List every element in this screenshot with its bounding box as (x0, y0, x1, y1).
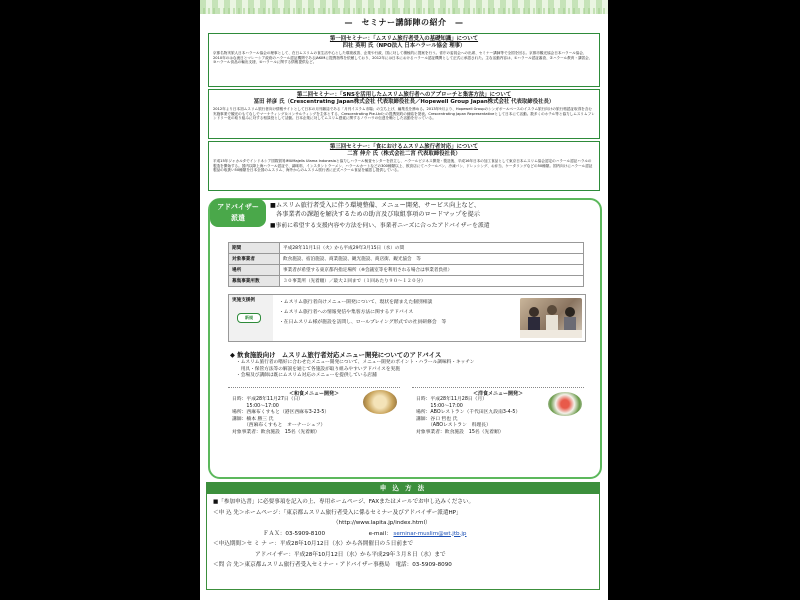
application-line: ＜申 込 先＞ホームページ：「東京都ムスリム旅行者受入に係るセミナー及びアドバイザー派遣HP」 (213, 509, 462, 516)
training-photo-figures (520, 298, 582, 338)
menu-line: 日時：平成28年11月28日（月） (416, 397, 488, 402)
fax-number: ＦＡＸ：03-5909-8100 (263, 530, 326, 537)
support-list (279, 298, 446, 328)
decorative-pattern (200, 8, 608, 14)
seminar-box-1 (208, 33, 600, 87)
list-item: ・ムスリム旅行者の嗜好に合わせたメニュー開発について、メニュー開発のポイント・ハラール調味料・キッチン (236, 360, 475, 365)
adviser-badge-line2: 派遣 (231, 214, 245, 222)
seminar-speaker: 二宮 伸介 氏（株式会社二宮 代表取締役社長） (347, 151, 461, 157)
table-row (229, 276, 584, 287)
menu-card-western (412, 387, 584, 468)
table-row (229, 265, 584, 276)
email-label: e-mail： (368, 530, 392, 537)
menu-line: 講師：楠本 勝三 氏 (232, 416, 274, 422)
table-row (229, 243, 584, 254)
flyer-page (200, 0, 608, 600)
adviser-badge (210, 199, 266, 227)
schedule-value: 事業者が希望する東京都内指定場所（※会議室等を利用される場合は事業者負担） (280, 265, 584, 276)
menu-line: （ABOレストラン 料理長） (416, 423, 491, 429)
menu-line: 講師：谷口 哲也 氏 (416, 416, 458, 422)
schedule-table (228, 242, 584, 287)
application-section (206, 482, 600, 592)
menu-line: 日時：平成28年11月27日（日） (232, 397, 304, 402)
schedule-label: 場所 (229, 265, 280, 276)
new-badge: 新規 (237, 313, 261, 323)
training-photo (520, 298, 582, 338)
schedule-label: 対象事業者 (229, 254, 280, 265)
schedule-value: 平成28年11月1日（火）から平成29年3月15日（水）の間 (280, 243, 584, 254)
seminar-box-2 (208, 89, 600, 139)
application-body (206, 494, 600, 590)
schedule-label: 期間 (229, 243, 280, 254)
menu-line: 場所：西麻布くすもと（港区西麻布3-23-5） (232, 410, 330, 416)
seminar-heading: 第三回セミナー：「食におけるムスリム旅行者対応」について (329, 144, 479, 150)
seminar-heading: 第二回セミナー：「SNSを活用したムスリム旅行者へのアプローチと集客方法」について (296, 92, 512, 98)
list-item: ・ムスリム旅行者への情報発信や集客方法に関するアドバイス (279, 310, 414, 315)
table-row (229, 254, 584, 265)
menu-line: 対象事業者：飲食施設 15名（先着順） (416, 429, 504, 435)
restaurant-title: ◆ 飲食施設向け ムスリム旅行者対応メニュー開発についてのアドバイス (230, 351, 442, 359)
seminar-box-3 (208, 141, 600, 191)
homepage-url[interactable]: （http://www.lapita.jp/index.html） (333, 520, 431, 526)
menu-line: 場所：ABOレストラン（千代田区九段南3-4-5） (416, 410, 521, 416)
dish-photo (363, 390, 397, 414)
application-line: ■「参加申込書」に必要事項を記入の上、専用ホームページ、FAXまたはメールでお申し込みください。 (213, 499, 475, 505)
application-line: アドバイザー：平成28年10月12日（水）から平成29年３月８日（水）まで (255, 551, 446, 558)
adviser-intro-line3: ■事前に希望する支援内容や方法を伺い、事業者ニーズに合ったアドバイザーを派遣 (270, 223, 490, 229)
schedule-label: 募集事業所数 (229, 276, 280, 287)
menu-title: ＜洋食メニュー開発＞ (472, 391, 523, 397)
menu-card-japanese (228, 387, 400, 468)
menu-line: 対象事業者：飲食施設 15名（先着順） (232, 429, 320, 435)
adviser-intro-line2: 各事業者の課題を解決するための助言及び取組事項のロードマップを提示 (276, 211, 480, 218)
menu-title: ＜和食メニュー開発＞ (288, 391, 339, 397)
schedule-value: 飲食施設、宿泊施設、商業施設、観光施設、商店街、観光協会 等 (280, 254, 584, 265)
application-line: ＜申込期間＞セ ミ ナ ー：平成28年10月12日（水）から各開催日の５日前まで (213, 541, 414, 547)
list-item: ・会場及び講師は既にムスリム対応のメニューを提供している店舗 (236, 373, 377, 378)
restaurant-body (236, 360, 588, 380)
seminar-body: 平成15年ジャカルタでインドネシア国際貿易IMUMajelis Ulama Indonesiaと協力しハラール検査センターを設立し、ハラールビジネス開発・製造後、平成16年日本の加工食品として東京日本ムスリム協会認定のハラール認証ハラルの製造を開始する。国内以降上海ハラール認証で、調味料、インスタントラーメン、ハラールカートなどの300種類以上、飲食店にてハラールパン、冷凍パン、ドレッシング、お弁当、ケータリングなどの50種類。国内向けにハラール認証製品の取扱い50種類を日本全国のムスリム、海外からのムスリム旅行者に正式ハラール食品を確認し提供している。 (213, 159, 593, 173)
adviser-intro-line1: ■ムスリム旅行者受入に伴う環境整備、メニュー開発、サービス向上など、 (270, 202, 481, 209)
dish-photo (548, 392, 582, 416)
adviser-badge-line1: アドバイザー (217, 203, 259, 211)
application-header: 申 込 方 法 (206, 482, 600, 494)
menu-line: 15:00～17:00 (416, 403, 463, 409)
seminar-body: 京都名物実旅人日本ハラール協会の理事として、在日ムスリムの食生活中心とした環境改善、企業や行政、国に対して積極的に提案を行う。省庁の委員会への出席、セミナー講師等で全国を回る。京都市観光協会日本ハラール協会、2010年のはな流日とマレーシア政府のハラール認証機関であるJAKIMに提携指導を依頼しており、2012年には日本におけるハラール認証機関として正式に承認された。主な活動内容は、①ハラール認証審査、②ハラール教育・講習会、③ハラール食品の輸出支援、④ハラールに関する情報提供など。 (213, 51, 593, 65)
adviser-section (208, 198, 602, 479)
section-title: — セミナー講師陣の紹介 — (344, 18, 464, 27)
menu-line: 15:00～17:00 (232, 403, 279, 409)
list-item: ・ムスリム旅行者向けメニュー開発について、現状を踏まえた個別相談 (279, 300, 433, 305)
email-link[interactable]: seminar-muslim@wt.jtb.jp (393, 530, 467, 537)
list-item: ・在日ムスリム様が施設を訪問し、ロールプレイング形式での社員研修会 等 (279, 320, 447, 325)
support-label: 実施支援例 (229, 295, 273, 341)
application-line: ＜問 合 先＞東京都ムスリム旅行者受入セミナー・アドバイザー事務局 電話：03-5909-8090 (213, 562, 452, 568)
seminar-speaker: 冨田 祥彦 氏（Crescentrating Japan株式会社 代表取締役社長／Hopewell Group Japan株式会社 代表取締役社長） (253, 99, 555, 105)
menu-line: （西麻布くすもと オーナーシェフ） (232, 423, 326, 429)
schedule-value: ３０事業所（先着順）／最大２回まで（１回あたり９０～１２０分） (280, 276, 584, 287)
contact-line (213, 529, 593, 540)
list-item: 用具・保管方法等の解説を通じて各施設が取り組みやすいアドバイスを実施 (236, 366, 400, 372)
seminar-heading: 第一回セミナー：「ムスリム旅行者受入の基礎知識」について (329, 36, 479, 42)
seminar-speaker: 四社 英明 氏（NPO法人 日本ハラール協会 理事） (342, 43, 466, 49)
seminar-body: 2012年より日本初ムスリム旅行者向け情報サイトとして日本の月刊雑誌である「月刊イスラム市場」の立ち上げ、編集長を務める。2013年9月より、Hopewell Groupのシンガポールベースのイスラム旅行向けの旅行格認証取得を含む実施事業で観光のもてなしでマーケティング＆コンサルティングを主体とする、Crescentrating Pte.Ltdとの提携契約の締結を発表。Crescentrating Japan Representativeとして日本にて活動。数多くのホテル等と協力しムスリムフレンドリー化の取り組みに対する相談役として活動。日本企業に対してムスリム感覚に関するノウハウの伝達を軸とした活動を行っている。 (213, 107, 595, 121)
